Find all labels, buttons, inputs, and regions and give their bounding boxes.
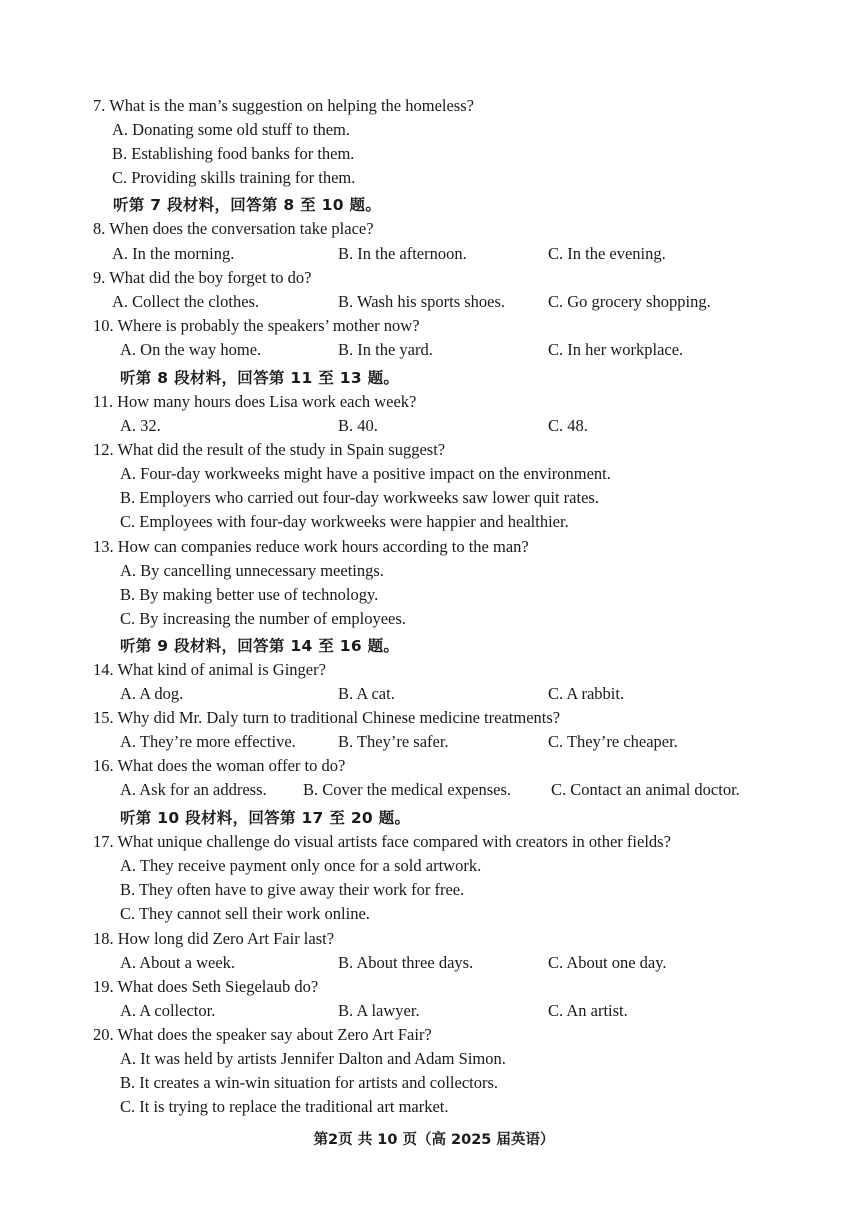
q17-option-a: A. They receive payment only once for a sold artwork.: [120, 856, 482, 875]
q8-option-a: A. In the morning.: [112, 244, 235, 263]
q11-option-b: B. 40.: [338, 416, 378, 435]
q13-option-b: B. By making better use of technology.: [120, 585, 379, 604]
q15-option-b: B. They’re safer.: [338, 732, 449, 751]
q9-option-b: B. Wash his sports shoes.: [338, 292, 506, 311]
q11-option-c: C. 48.: [548, 416, 588, 435]
q20-option-b: B. It creates a win-win situation for artists and collectors.: [120, 1073, 499, 1092]
question-13: 13. How can companies reduce work hours according to the man?: [93, 537, 529, 556]
q16-option-a: A. Ask for an address.: [120, 780, 267, 799]
q12-option-c: C. Employees with four-day workweeks were happier and healthier.: [120, 512, 569, 531]
q12-option-a: A. Four-day workweeks might have a positive impact on the environment.: [120, 464, 611, 483]
q19-option-c: C. An artist.: [548, 1001, 628, 1020]
question-7: 7. What is the man’s suggestion on helping the homeless?: [93, 96, 474, 115]
q17-option-c: C. They cannot sell their work online.: [120, 904, 370, 923]
q7-option-b: B. Establishing food banks for them.: [112, 144, 355, 163]
q14-option-a: A. A dog.: [120, 684, 184, 703]
q8-option-b: B. In the afternoon.: [338, 244, 467, 263]
q18-option-a: A. About a week.: [120, 953, 236, 972]
q9-option-a: A. Collect the clothes.: [112, 292, 260, 311]
q18-option-c: C. About one day.: [548, 953, 667, 972]
question-16: 16. What does the woman offer to do?: [93, 756, 346, 775]
q16-option-c: C. Contact an animal doctor.: [551, 780, 740, 799]
q10-option-b: B. In the yard.: [338, 340, 433, 359]
q11-option-a: A. 32.: [120, 416, 161, 435]
q8-option-c: C. In the evening.: [548, 244, 666, 263]
q7-option-c: C. Providing skills training for them.: [112, 168, 356, 187]
q10-option-a: A. On the way home.: [120, 340, 262, 359]
section-heading-8: 听第 8 段材料，回答第 11 至 13 题。: [120, 369, 400, 387]
section-heading-10: 听第 10 段材料，回答第 17 至 20 题。: [120, 809, 411, 827]
q19-option-a: A. A collector.: [120, 1001, 216, 1020]
q19-option-b: B. A lawyer.: [338, 1001, 420, 1020]
q12-option-b: B. Employers who carried out four-day workweeks saw lower quit rates.: [120, 488, 599, 507]
question-18: 18. How long did Zero Art Fair last?: [93, 929, 335, 948]
q20-option-c: C. It is trying to replace the traditional art market.: [120, 1097, 449, 1116]
q16-option-b: B. Cover the medical expenses.: [303, 780, 512, 799]
q18-option-b: B. About three days.: [338, 953, 474, 972]
q13-option-a: A. By cancelling unnecessary meetings.: [120, 561, 384, 580]
question-11: 11. How many hours does Lisa work each week?: [93, 392, 417, 411]
q13-option-c: C. By increasing the number of employees.: [120, 609, 406, 628]
question-17: 17. What unique challenge do visual artists face compared with creators in other fields?: [93, 832, 671, 851]
q20-option-a: A. It was held by artists Jennifer Dalton and Adam Simon.: [120, 1049, 506, 1068]
question-9: 9. What did the boy forget to do?: [93, 268, 312, 287]
question-19: 19. What does Seth Siegelaub do?: [93, 977, 319, 996]
q9-option-c: C. Go grocery shopping.: [548, 292, 711, 311]
page-footer: 第2页 共 10 页（高 2025 届英语）: [313, 1132, 555, 1148]
q14-option-b: B. A cat.: [338, 684, 395, 703]
section-heading-7: 听第 7 段材料，回答第 8 至 10 题。: [113, 196, 382, 214]
q15-option-c: C. They’re cheaper.: [548, 732, 678, 751]
question-12: 12. What did the result of the study in Spain suggest?: [93, 440, 446, 459]
question-14: 14. What kind of animal is Ginger?: [93, 660, 326, 679]
section-heading-9: 听第 9 段材料，回答第 14 至 16 题。: [120, 637, 400, 655]
question-10: 10. Where is probably the speakers’ mother now?: [93, 316, 420, 335]
q10-option-c: C. In her workplace.: [548, 340, 684, 359]
question-8: 8. When does the conversation take place?: [93, 219, 374, 238]
question-15: 15. Why did Mr. Daly turn to traditional Chinese medicine treatments?: [93, 708, 561, 727]
question-20: 20. What does the speaker say about Zero Art Fair?: [93, 1025, 432, 1044]
q14-option-c: C. A rabbit.: [548, 684, 625, 703]
q7-option-a: A. Donating some old stuff to them.: [112, 120, 351, 139]
q17-option-b: B. They often have to give away their work for free.: [120, 880, 465, 899]
q15-option-a: A. They’re more effective.: [120, 732, 296, 751]
